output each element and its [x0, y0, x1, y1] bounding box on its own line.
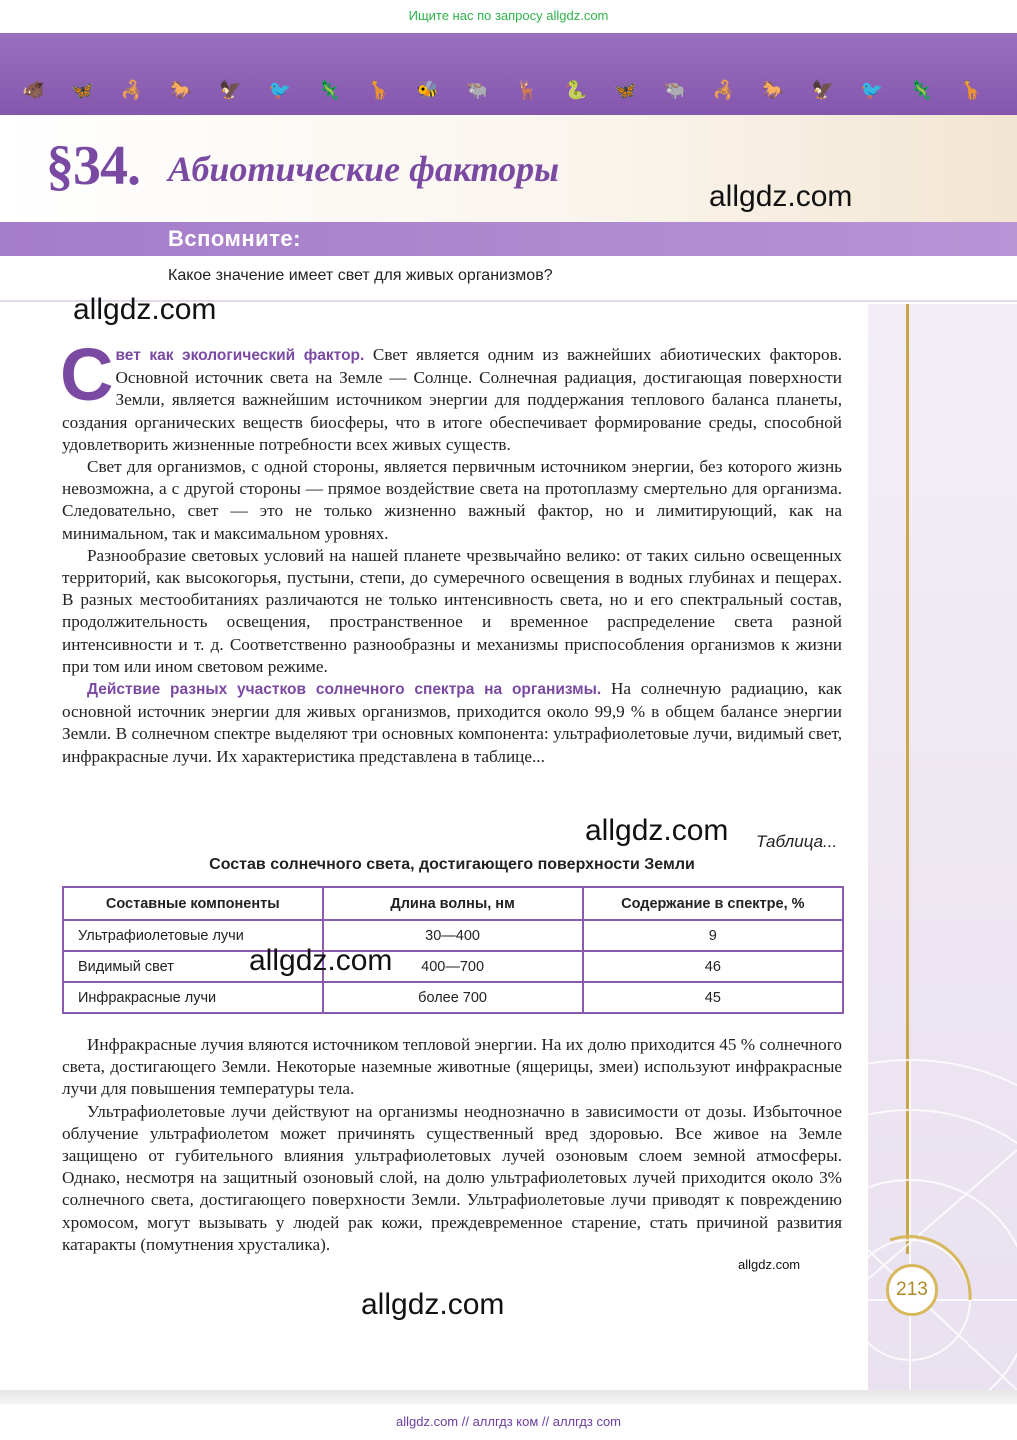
watermark: allgdz.com	[709, 180, 853, 213]
remember-bar	[0, 222, 1017, 256]
table-cell: 400—700	[323, 951, 583, 982]
bottom-strip	[0, 1390, 1017, 1404]
top-note: Ищите нас по запросу allgdz.com	[408, 8, 609, 23]
animal-icon: 🐎	[762, 80, 785, 101]
watermark: allgdz.com	[249, 944, 393, 977]
table-row	[63, 920, 843, 951]
table-cell: более 700	[323, 982, 583, 1013]
table-cell: 30—400	[323, 920, 583, 951]
table-row	[63, 951, 843, 982]
watermark: allgdz.com	[738, 1257, 801, 1272]
animal-icon: 🐦	[268, 80, 292, 101]
animal-silhouette-row	[22, 78, 982, 104]
table-cell: 9	[583, 920, 843, 951]
animal-icon: 🐗	[22, 80, 45, 101]
animal-icon: 🐝	[416, 80, 440, 101]
paragraph-text: Свет является одним из важнейших абиотических факторов. Основной источник света на Земле — Солнце. Солнечная радиация, достигающая поверхности Земли, является важнейшим источником энергии для поддержания теплового баланса планеты, создания органических веществ биосферы, что в итоге обеспечивает формирование среды, способной удовлетворить жизненные потребности всех живых существ.	[62, 345, 842, 454]
animal-icon: 🐎	[170, 80, 193, 101]
table-row	[63, 982, 843, 1013]
rubric-spectrum: Действие разных участков солнечного спектра на организмы.	[87, 681, 602, 699]
paragraph-text: На солнечную радиацию, как основной источник энергии для живых организмов, приходится около 99,9 % в общем балансе энергии Земли. В солнечном спектре выделяют три основных компонента: ультрафиолетовые лучи, видимый свет, инфракрасные лучи. Их характеристика представлена в таблице...	[62, 679, 843, 766]
animal-icon: 🦋	[614, 80, 637, 101]
table-caption: Состав солнечного света, достигающего поверхности Земли	[209, 856, 695, 873]
footer-links: allgdz.com // аллгдз ком // аллгдз com	[395, 1414, 622, 1429]
table-cell: 45	[583, 982, 843, 1013]
table-header: Составные компоненты	[63, 887, 323, 920]
text-block-1	[60, 333, 843, 768]
page-number: 213	[886, 1264, 938, 1316]
rubric-light-factor: вет как экологический фактор.	[115, 347, 365, 364]
table-header: Длина волны, нм	[323, 887, 583, 920]
animal-icon: 🦋	[71, 80, 94, 101]
table-header: Содержание в спектре, %	[583, 887, 843, 920]
animal-icon: 🦂	[712, 80, 736, 101]
animal-icon: 🦅	[219, 80, 242, 101]
watermark: allgdz.com	[585, 814, 729, 847]
animal-icon: 🐃	[466, 80, 489, 101]
paragraph	[62, 678, 842, 768]
animal-icon: 🦎	[910, 80, 933, 101]
table-header-row	[63, 887, 843, 920]
table-cell: Видимый свет	[63, 951, 323, 982]
animal-icon: 🦌	[515, 80, 538, 101]
table-cell: Ультрафиолетовые лучи	[63, 920, 323, 951]
animal-icon: 🦒	[367, 80, 390, 101]
text-block-2	[62, 1034, 842, 1256]
remember-label: Вспомните:	[168, 226, 301, 251]
table-cell: Инфракрасные лучи	[63, 982, 323, 1013]
animal-icon: 🐦	[860, 80, 884, 101]
watermark: allgdz.com	[361, 1288, 505, 1321]
table-cell: 46	[583, 951, 843, 982]
paragraph	[60, 333, 842, 456]
paragraph: Разнообразие световых условий на нашей планете чрезвычайно велико: от таких сильно освещенных территорий, как высокогорья, пустыни, степи, до сумеречного освещения в водных глубинах и пещерах. В разных местообитаниях различаются не только интенсивность света, но и его спектральный состав, продолжительность освещения, пространственное и временное распределение света разной интенсивности и т. д. Соответственно разнообразны и механизмы приспособления организмов к жизни при том или ином световом режиме.	[62, 545, 842, 676]
section-title: Абиотические факторы	[168, 149, 560, 189]
watermark: allgdz.com	[73, 293, 217, 326]
remember-question: Какое значение имеет свет для живых организмов?	[168, 267, 553, 284]
section-number: §34.	[46, 135, 140, 197]
paragraph: Ультрафиолетовые лучи действуют на организмы неоднозначно в зависимости от дозы. Избыточное облучение ультрафиолетом может причинять существенный вред здоровью. Все живое на Земле защищено от губительного влияния ультрафиолетовых лучей озоновым слоем земной атмосферы. Однако, несмотря на защитный озоновый слой, на долю ультрафиолетовых лучей приходится около 3% солнечного света, достигающего поверхности Земли. Ультрафиолетовые лучи приводят к повреждению хромосом, могут вызывать у людей рак кожи, преждевременное старение, стать причиной развития катаракты (помутнения хрусталика).	[62, 1101, 842, 1254]
animal-icon: 🦎	[318, 80, 341, 101]
paragraph: Инфракрасные лучия вляются источником тепловой энергии. На их долю приходится 45 % солнечного света, достигающего Земли. Некоторые наземные животные (ящерицы, змеи) используют инфракрасные лучи для повышения температуры тела.	[62, 1035, 842, 1099]
animal-icon: 🦂	[120, 80, 144, 101]
animal-icon: 🐃	[663, 80, 686, 101]
spectrum-table	[62, 886, 844, 1014]
paragraph: Свет для организмов, с одной стороны, является первичным источником энергии, без которого жизнь невозможна, а с другой стороны — прямое воздействие света на протоплазму смертельно для организма. Следовательно, свет — это не только жизненно важный фактор, но и лимитирующий, как на минимальном, так и максимальном уровнях.	[62, 457, 842, 543]
animal-icon: 🦅	[811, 80, 834, 101]
table-note: Таблица...	[756, 832, 838, 851]
dropcap-letter: С	[60, 333, 114, 416]
animal-icon: 🦒	[959, 80, 982, 101]
animal-icon: 🐍	[564, 80, 588, 101]
